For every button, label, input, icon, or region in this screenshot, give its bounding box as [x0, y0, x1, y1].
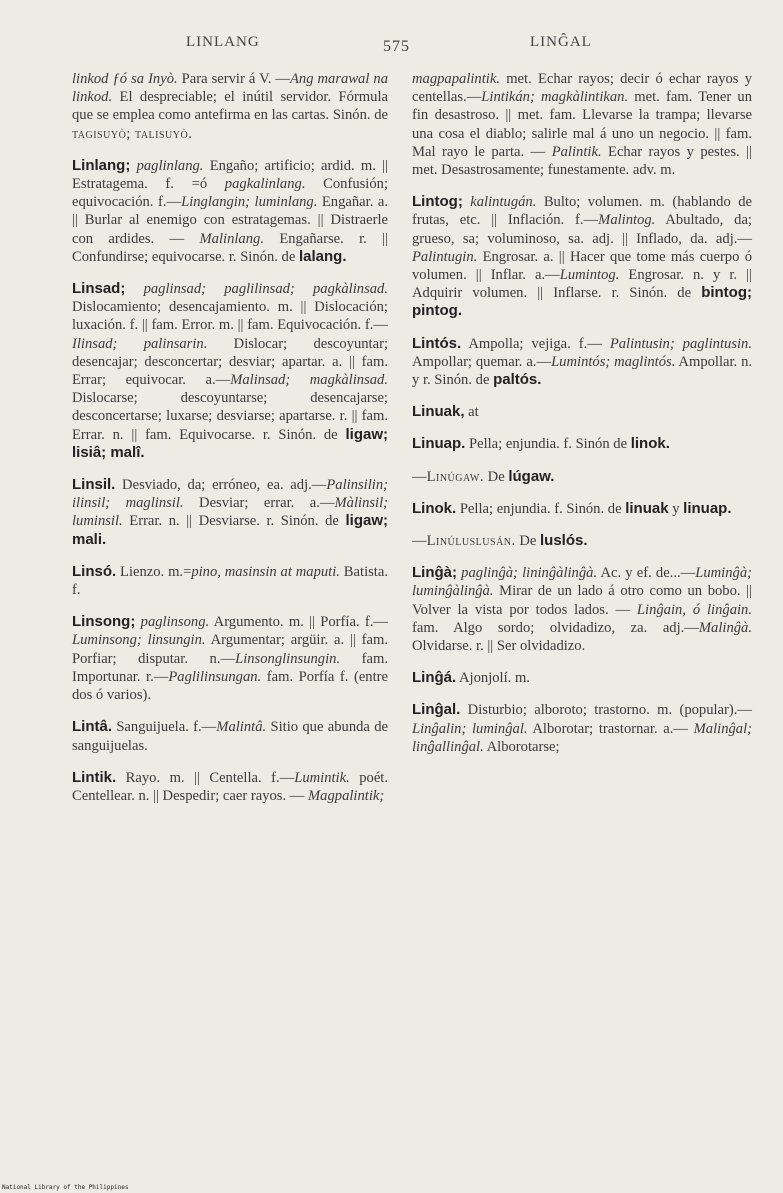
definition-text: met. Echar rayos; decir ó echar rayos y centellas.—: [412, 71, 752, 106]
dictionary-entry-linuap: [412, 435, 752, 453]
definition-text: Alborotarse;: [483, 738, 560, 755]
right-guide-word: LINĜAL: [530, 34, 592, 50]
dictionary-entry-linsil: [72, 476, 388, 549]
definition-text: fam. Porfía f. (entre dos ó varios).: [72, 668, 388, 704]
definition-text: Argumento. m. || Porfía. f.—: [209, 614, 388, 631]
tagalog-form: Màlinsil; luminsil.: [72, 495, 389, 530]
definition-text: fam. Importunar. r.—: [72, 650, 388, 685]
tagalog-form: Malinĝà.: [698, 619, 752, 636]
headword: linuak: [625, 499, 669, 517]
headword: Linsad;: [72, 280, 126, 298]
definition-text: Sanguijuela. f.—: [112, 719, 217, 736]
headword: Linsó.: [72, 562, 117, 580]
definition-text: Mirar de un lado á otro como un bobo. || Volver la vista por todos lados. —: [412, 583, 752, 618]
definition-text: Engañar. a. || Burlar al enemigo con estratagemas. || Distraerle con ardides. —: [72, 194, 388, 247]
tagalog-form: Malintâ.: [216, 719, 267, 736]
tagalog-form: paglinsad; paglilinsad; pagkàlinsad.: [143, 281, 388, 298]
definition-text: Errar. n. || Desviarse. r. Sinón. de: [122, 513, 346, 530]
definition-text: Batista. f.: [72, 563, 388, 599]
tagalog-form: kalintugán.: [470, 194, 537, 211]
definition-text: Sitio que abunda de sanguijuelas.: [72, 719, 388, 754]
headword: ligaw; lisiâ; malî.: [72, 425, 388, 461]
definition-text: De: [515, 533, 540, 550]
definition-text: Ampollar. n. y r. Sinón. de: [412, 353, 753, 389]
definition-text: Echar rayos y pestes. || met. Desastrosamente; funestamente. adv. m.: [412, 143, 752, 179]
cross-reference: Linúluslusán.: [426, 533, 516, 550]
headword: Linĝá.: [412, 669, 457, 687]
headword: linok.: [630, 435, 670, 453]
tagalog-form: Palinsilin; ilinsil; maglinsil.: [72, 477, 388, 512]
tagalog-form: Lumintik.: [294, 769, 350, 786]
definition-text: Disturbio; alboroto; trastorno. m. (popular).—: [460, 702, 752, 719]
dictionary-entry-linok: [412, 500, 752, 518]
dictionary-entry-lingal: [412, 701, 752, 756]
headword: ligaw; mali.: [72, 512, 388, 548]
dictionary-entry-linuak: [412, 403, 752, 421]
dictionary-entry-linso: [72, 563, 388, 599]
definition-text: Bulto; volumen. m. (hablando de frutas, etc. || Inflación. f.—: [412, 194, 752, 229]
headword: paltós.: [493, 371, 542, 389]
dictionary-entry-lintos: [412, 335, 752, 390]
definition-text: Ajonjolí. m.: [456, 670, 530, 687]
definition-text: Lienzo. m.=: [116, 563, 192, 580]
tagalog-form: Malinlang.: [199, 230, 264, 247]
definition-text: Dislocar; descoyuntar; desencajar; desconcertar; desviar; apartar. a. || fam. Errar; equivocar. a.—: [72, 335, 389, 389]
definition-text: Alborotar; trastornar. a.—: [527, 720, 694, 737]
tagalog-form: Lintikán; magkàlintikan.: [481, 89, 629, 106]
tagalog-form: paglinĝà; lininĝàlinĝà.: [461, 565, 598, 582]
definition-text: —: [412, 468, 427, 485]
headword: Linlang;: [72, 156, 131, 174]
definition-text: Ampolla; vejiga. f.—: [461, 335, 610, 352]
headword: Linuak,: [412, 403, 465, 421]
tagalog-form: pagkalinlang.: [224, 176, 306, 193]
definition-text: Desviado, da; erróneo, ea. adj.—: [115, 477, 327, 494]
definition-text: Pella; enjundia. f. Sinón. de: [456, 500, 626, 517]
definition-text: Engrosar. a. || Hacer que tome más cuerpo ó volumen. || Inflar. a.—: [412, 248, 752, 284]
tagalog-form: pino, masinsin at maputi.: [191, 563, 340, 580]
definition-text: Engaño; artificio; ardid. m. || Estratagema. f. =ó: [72, 157, 388, 193]
tagalog-form: Palintik.: [551, 143, 602, 160]
dictionary-entry-lintog: [412, 193, 752, 320]
headword: Lintós.: [412, 334, 462, 352]
dictionary-entry-linsong: [72, 613, 388, 704]
tagalog-form: Linsonglinsungin.: [235, 650, 341, 667]
definition-text: fam. Algo sordo; olvidadizo, za. adj.—: [412, 619, 699, 636]
tagalog-form: Malinĝal; linĝallinĝal.: [412, 720, 753, 755]
dictionary-entry-lintik: [72, 769, 388, 805]
tagalog-form: Lumintós; maglintós.: [551, 353, 676, 370]
definition-text: Ampollar; quemar. a.—: [412, 353, 552, 370]
left-guide-word: LINLANG: [186, 34, 260, 50]
left-column: [72, 70, 388, 819]
tagalog-form: Ilinsad; palinsarin.: [72, 335, 208, 352]
tagalog-form: Palintugin.: [412, 248, 478, 265]
headword: Linok.: [412, 499, 457, 517]
footer-credit: National Library of the Philippines: [2, 1184, 129, 1191]
tagalog-form: paglinlang.: [136, 157, 204, 174]
definition-text: —: [412, 533, 427, 550]
definition-text: El despreciable; el inútil servidor. Fórmula que se emplea como antefirma en las cartas. Sinón. de: [72, 89, 388, 124]
dictionary-entry-cont: [72, 70, 388, 143]
definition-text: Desviar; errar. a.—: [183, 495, 335, 512]
definition-text: Ac. y ef. de...—: [597, 565, 696, 582]
definition-text: Dislocarse; descoyuntarse; desencajarse; desconcertarse; luxarse; desviarse; apartarse. r. || fam. Errar. n. || fam. Equivocarse. r. Sinón. de: [72, 390, 388, 443]
headword: Lintâ.: [72, 718, 112, 736]
running-header: [0, 34, 783, 58]
tagalog-form: magpapalintik.: [412, 71, 500, 87]
headword: Lintik.: [72, 768, 117, 786]
tagalog-form: Paglilinsungan.: [168, 668, 262, 685]
headword: Linsong;: [72, 613, 136, 631]
tagalog-form: Malinsad; magkàlinsad.: [230, 372, 388, 389]
headword: Linĝà;: [412, 564, 457, 582]
definition-text: Engañarse. r. || Confundirse; equivocarse. r. Sinón. de: [72, 230, 389, 265]
definition-text: at: [464, 404, 479, 421]
headword: Linuap.: [412, 435, 466, 453]
tagalog-form: Lumintog.: [559, 267, 620, 284]
tagalog-form: Magpalintik;: [308, 787, 385, 804]
cross-reference: Linúgaw.: [426, 468, 485, 485]
right-column: [412, 70, 752, 770]
dictionary-entry-linta: [72, 718, 388, 754]
definition-text: Rayo. m. || Centella. f.—: [116, 769, 295, 786]
definition-text: Dislocamiento; desencajamiento. m. || Dislocación; luxación. f. || fam. Error. m. || fam. Equivocación. f.—: [72, 299, 388, 334]
headword: bintog; pintog.: [412, 284, 752, 320]
definition-text: Argumentar; argüir. a. || fam. Porfiar; disputar. n.—: [72, 632, 389, 667]
tagalog-form: Luminsong; linsungin.: [72, 632, 206, 649]
tagalog-form: linkod ƒó sa Inyò.: [72, 71, 178, 87]
dictionary-entry-linga1: [412, 564, 752, 655]
dictionary-entry-linugaw: [412, 468, 752, 486]
definition-text: Engrosar. n. y r. || Adquirir volumen. || Inflarse. r. Sinón. de: [412, 267, 752, 302]
headword: Linĝal.: [412, 701, 461, 719]
definition-text: Pella; enjundia. f. Sinón de: [465, 436, 631, 453]
definition-text: Confusión; equivocación. f.—: [72, 176, 388, 211]
definition-text: Olvidarse. r. || Ser olvidadizo.: [412, 638, 586, 655]
headword: linuap.: [683, 499, 732, 517]
tagalog-form: Ang marawal na linkod.: [72, 71, 389, 106]
dictionary-entry-linuluslusan: [412, 532, 752, 550]
definition-text: poét. Centellear. n. || Despedir; caer rayos. —: [72, 769, 388, 804]
definition-text: Abultado, da; grueso, sa; voluminoso, sa. adj. || Inflado, da. adj.—: [412, 212, 752, 247]
dictionary-entry-linga2: [412, 669, 752, 687]
definition-text: [125, 281, 143, 297]
page-number: 575: [383, 38, 410, 55]
tagalog-form: Luminĝà; luminĝàlinĝà.: [412, 565, 752, 600]
tagalog-form: Palintusin; paglintusin.: [609, 335, 752, 352]
cross-reference: tagisuyò; talisuyò.: [72, 125, 193, 142]
dictionary-entry-linlang: [72, 157, 388, 266]
headword: luslós.: [540, 532, 588, 550]
headword: Lintog;: [412, 193, 463, 211]
tagalog-form: Linglangin; luminlang.: [181, 194, 318, 211]
headword: Linsil.: [72, 476, 116, 494]
definition-text: met. fam. Tener un fin desastroso. || met. fam. Llevarse la trampa; llevarse una cosa el diablo; salirle mal á uno un negocio. || fam. Mal rayo le parta. —: [412, 89, 752, 160]
tagalog-form: Linĝalin; luminĝal.: [412, 720, 528, 737]
headword: lalang.: [298, 247, 347, 265]
definition-text: De: [484, 468, 509, 485]
tagalog-form: Malintog.: [598, 212, 656, 229]
tagalog-form: Linĝain, ó linĝain.: [636, 601, 753, 618]
dictionary-entry-cont2: [412, 70, 752, 179]
headword: lúgaw.: [508, 467, 555, 485]
tagalog-form: paglinsong.: [140, 614, 210, 631]
dictionary-entry-linsad: [72, 280, 388, 462]
definition-text: y: [668, 500, 684, 517]
definition-text: Para servir á V. —: [177, 71, 290, 87]
